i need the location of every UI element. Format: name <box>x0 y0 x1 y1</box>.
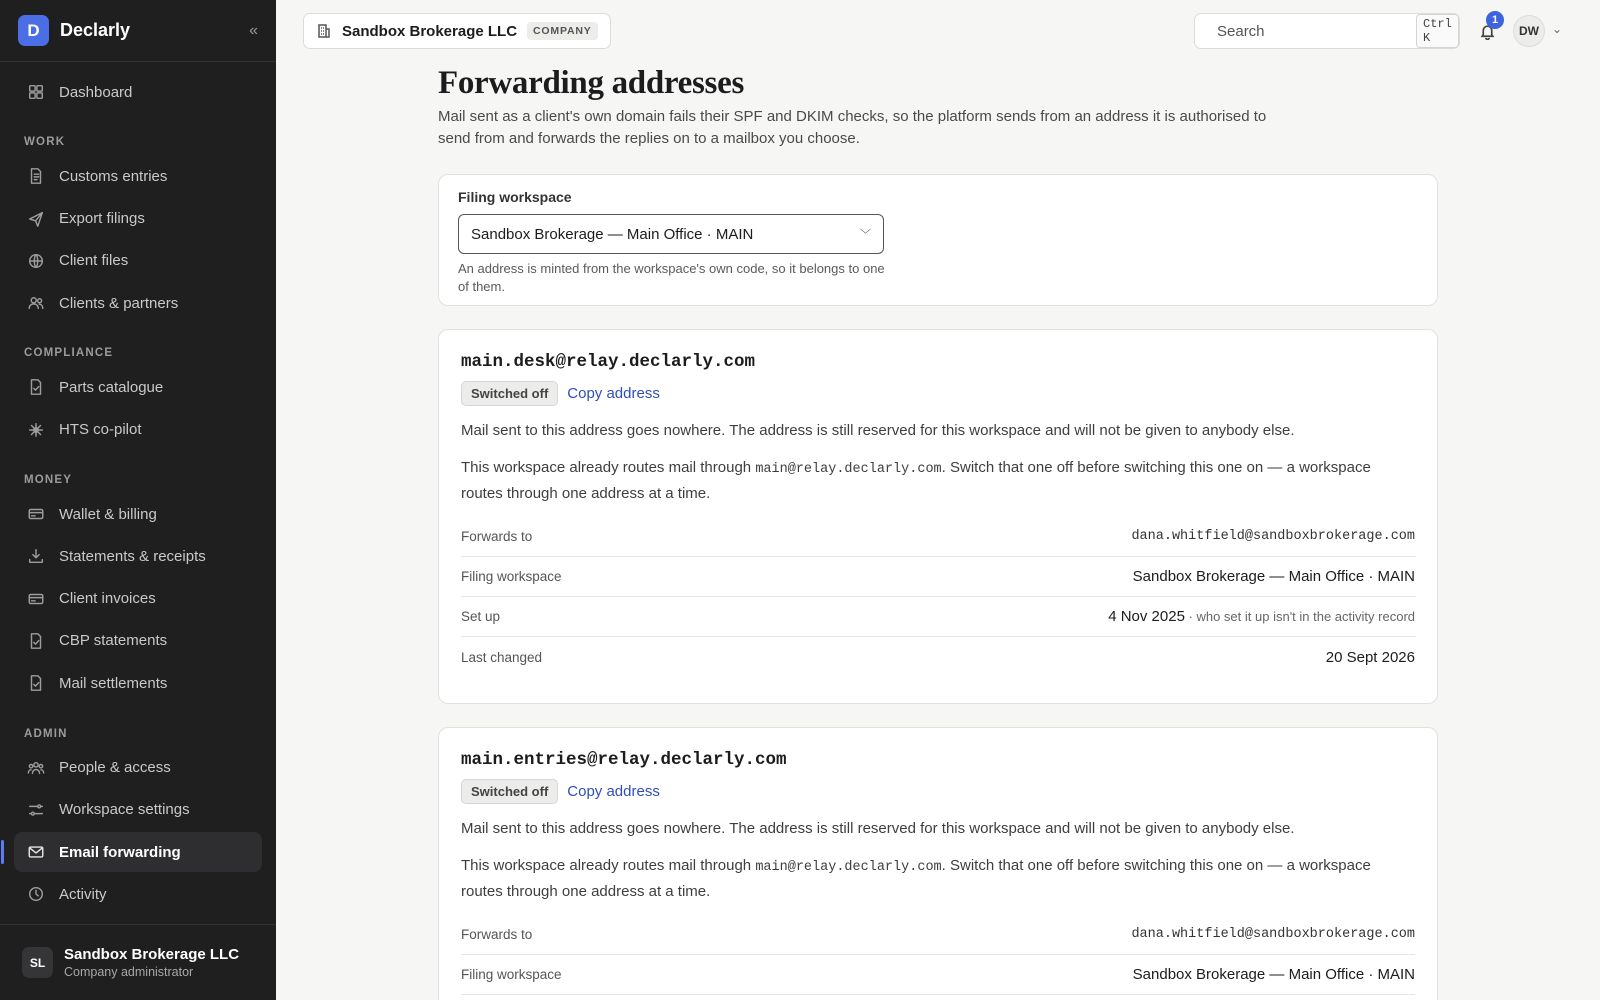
workspace-filter-card <box>438 174 1438 306</box>
building-icon <box>316 23 332 39</box>
routing-prefix: This workspace already routes mail through <box>461 459 756 476</box>
sidebar-item-label: CBP statements <box>59 632 168 650</box>
workspace-hint: An address is minted from the workspace's own code, so it belongs to one of them. <box>458 261 885 294</box>
main-content <box>438 62 1438 1000</box>
sidebar-item-label: Wallet & billing <box>59 505 157 523</box>
address-card <box>438 329 1438 704</box>
sidebar-item-label: Activity <box>59 885 107 903</box>
sidebar-item-cbp-statements[interactable] <box>14 621 262 661</box>
workspace-filter-label: Filing workspace <box>458 189 572 205</box>
forwards-to-label: Forwards to <box>461 529 533 544</box>
sidebar-item-mail-settlements[interactable] <box>14 663 262 703</box>
user-avatar[interactable]: DW <box>1513 15 1545 47</box>
sidebar-item-dashboard[interactable] <box>14 72 262 112</box>
routing-suffix: . Switch that one off before switching this one on — a workspace routes through one address at a time. <box>461 459 1371 502</box>
forwards-to-label: Forwards to <box>461 927 533 942</box>
forwards-to-value: dana.whitfield@sandboxbrokerage.com <box>1131 927 1415 942</box>
address-routing-note <box>461 854 1415 904</box>
sidebar-item-label: Mail settlements <box>59 674 168 692</box>
nav-section-heading: MONEY <box>24 474 73 487</box>
sidebar-item-activity[interactable] <box>14 874 262 914</box>
sidebar <box>0 0 276 1000</box>
sidebar-item-label: Email forwarding <box>59 843 181 861</box>
address-details <box>461 915 1415 995</box>
sidebar-item-label: Parts catalogue <box>59 378 164 396</box>
sidebar-item-label: Client files <box>59 252 129 270</box>
sidebar-nav <box>0 62 276 914</box>
chevron-down-icon[interactable]: ⌄ <box>1552 22 1563 36</box>
account-role: Company administrator <box>64 965 194 979</box>
copy-address-link[interactable]: Copy address <box>567 385 660 402</box>
set-up-date: 4 Nov 2025 <box>1108 608 1185 625</box>
status-badge: Switched off <box>461 381 558 406</box>
nav-section-heading: WORK <box>24 136 66 149</box>
filing-workspace-value: Sandbox Brokerage — Main Office · MAIN <box>1132 966 1415 983</box>
file-check-icon <box>26 377 46 397</box>
sidebar-item-email-forwarding[interactable] <box>14 832 262 872</box>
company-name: Sandbox Brokerage LLC <box>342 22 518 40</box>
sidebar-item-wallet-billing[interactable] <box>14 494 262 534</box>
topbar <box>276 0 1600 62</box>
card-icon <box>26 504 46 524</box>
forwards-to-value: dana.whitfield@sandboxbrokerage.com <box>1131 529 1415 544</box>
copy-address-link[interactable]: Copy address <box>567 783 660 800</box>
sidebar-item-client-invoices[interactable] <box>14 579 262 619</box>
address-details <box>461 517 1415 677</box>
search-input[interactable] <box>1217 23 1416 40</box>
sidebar-item-hts-copilot[interactable] <box>14 410 262 450</box>
account-switcher[interactable] <box>0 924 276 1000</box>
brand <box>0 0 276 62</box>
sliders-icon <box>26 800 46 820</box>
sidebar-item-customs-entries[interactable] <box>14 156 262 196</box>
last-changed-value: 20 Sept 2026 <box>1325 648 1415 666</box>
collapse-sidebar-icon[interactable]: « <box>249 21 258 39</box>
account-text <box>64 946 239 979</box>
filing-workspace-value: Sandbox Brokerage — Main Office · MAIN <box>1132 568 1415 585</box>
company-badge: COMPANY <box>527 22 598 40</box>
workspace-select[interactable] <box>458 214 884 254</box>
file-check-icon <box>26 673 46 693</box>
sidebar-item-label: Client invoices <box>59 590 156 608</box>
address-email: main.desk@relay.declarly.com <box>461 352 756 372</box>
routing-prefix: This workspace already routes mail through <box>461 857 756 874</box>
detail-row <box>461 557 1415 597</box>
brand-name[interactable]: Declarly <box>60 20 131 40</box>
set-up-note: · who set it up isn't in the activity record <box>1184 609 1415 624</box>
sidebar-item-client-files[interactable] <box>14 241 262 281</box>
set-up-value <box>1108 608 1415 625</box>
address-email: main.entries@relay.declarly.com <box>461 750 787 770</box>
sidebar-item-people-access[interactable] <box>14 748 262 788</box>
page-description: Mail sent as a client's own domain fails their SPF and DKIM checks, so the platform sends from an address it is authorised to send from and forwards the replies on to a mailbox you choose. <box>438 108 1267 147</box>
sidebar-item-label: Statements & receipts <box>59 547 206 565</box>
account-name: Sandbox Brokerage LLC <box>64 946 240 963</box>
send-icon <box>26 209 46 229</box>
detail-row <box>461 517 1415 557</box>
address-card <box>438 727 1438 1000</box>
sidebar-item-workspace-settings[interactable] <box>14 790 262 830</box>
search-box[interactable] <box>1194 13 1460 49</box>
file-check-icon <box>26 631 46 651</box>
account-avatar: SL <box>22 947 53 978</box>
detail-row <box>461 597 1415 637</box>
sidebar-item-label: Dashboard <box>59 83 133 101</box>
workspace-select-value: Sandbox Brokerage — Main Office · MAIN <box>471 225 754 243</box>
search-shortcut: Ctrl K <box>1416 14 1459 48</box>
sidebar-item-statements-receipts[interactable] <box>14 536 262 576</box>
routing-suffix: . Switch that one off before switching this one on — a workspace routes through one address at a time. <box>461 857 1371 900</box>
nav-section-heading: COMPLIANCE <box>24 347 114 360</box>
nav-section-heading: ADMIN <box>24 727 68 740</box>
detail-row <box>461 915 1415 955</box>
brand-logo[interactable]: D <box>18 15 49 46</box>
download-icon <box>26 546 46 566</box>
filing-workspace-label: Filing workspace <box>461 569 562 584</box>
document-icon <box>26 166 46 186</box>
notifications-count: 1 <box>1486 11 1504 29</box>
sparkle-icon <box>26 420 46 440</box>
mail-icon <box>26 842 46 862</box>
sidebar-item-clients-partners[interactable] <box>14 283 262 323</box>
sidebar-item-label: Clients & partners <box>59 294 179 312</box>
status-badge: Switched off <box>461 779 558 804</box>
group-icon <box>26 758 46 778</box>
sidebar-item-label: Export filings <box>59 210 145 228</box>
detail-row <box>461 955 1415 995</box>
address-status-row <box>461 381 1415 406</box>
address-note: Mail sent to this address goes nowhere. The address is still reserved for this workspace and will not be given to anybody else. <box>461 820 1295 837</box>
card-icon <box>26 589 46 609</box>
sidebar-item-label: HTS co-pilot <box>59 421 142 439</box>
clock-icon <box>26 884 46 904</box>
detail-row <box>461 637 1415 677</box>
address-status-row <box>461 779 1415 804</box>
set-up-label: Set up <box>461 609 501 624</box>
users-icon <box>26 293 46 313</box>
routing-address: main@relay.declarly.com <box>755 860 942 875</box>
chevron-down-icon: ﹀ <box>860 229 871 241</box>
filing-workspace-label: Filing workspace <box>461 967 562 982</box>
sidebar-item-label: Customs entries <box>59 167 168 185</box>
page-title: Forwarding addresses <box>438 65 744 101</box>
address-note: Mail sent to this address goes nowhere. The address is still reserved for this workspace and will not be given to anybody else. <box>461 422 1295 439</box>
address-routing-note <box>461 456 1415 506</box>
sidebar-item-label: Workspace settings <box>59 801 190 819</box>
company-switcher[interactable] <box>303 13 611 49</box>
last-changed-label: Last changed <box>461 649 543 665</box>
routing-address: main@relay.declarly.com <box>755 462 942 477</box>
grid-icon <box>26 82 46 102</box>
sidebar-item-label: People & access <box>59 759 171 777</box>
globe-icon <box>26 251 46 271</box>
sidebar-item-parts-catalogue[interactable] <box>14 367 262 407</box>
sidebar-item-export-filings[interactable] <box>14 199 262 239</box>
